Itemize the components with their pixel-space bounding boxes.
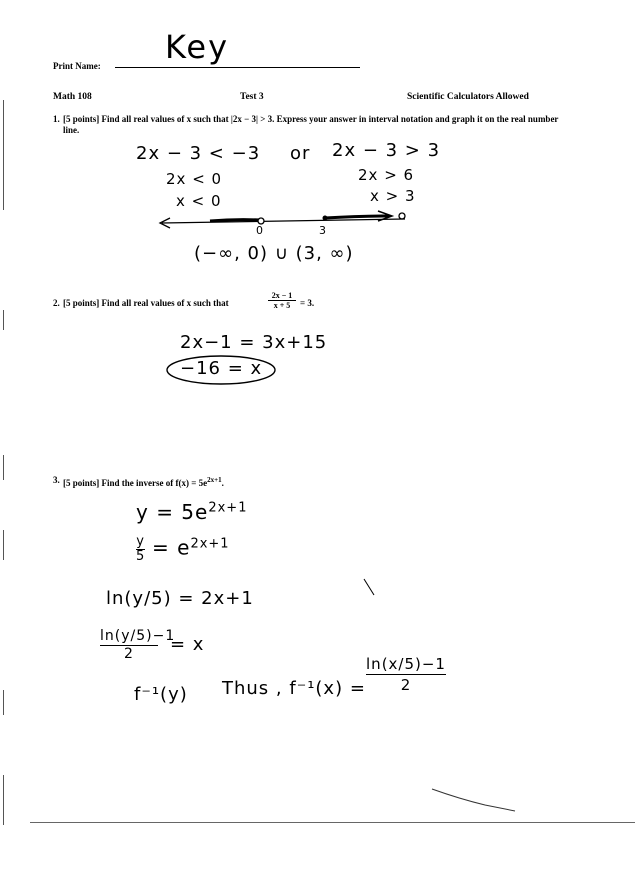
calculators-label: Scientific Calculators Allowed — [407, 92, 529, 102]
q3-step2-exp: 2x+1 — [190, 536, 230, 552]
q2-step1: 2x−1 = 3x+15 — [180, 332, 328, 353]
scan-stray-mark — [430, 785, 520, 815]
q3-step5-left: f⁻¹(y) — [134, 684, 188, 705]
scan-edge-mark — [3, 690, 4, 715]
q1-case-right-3: x > 3 — [370, 187, 416, 205]
q1-answer: (−∞, 0) ∪ (3, ∞) — [194, 243, 354, 264]
test-label: Test 3 — [240, 92, 264, 102]
q2-fraction — [268, 291, 296, 310]
q1-tick-3: 3 — [319, 224, 327, 237]
scan-edge-mark — [3, 310, 4, 330]
q3-prompt-text: [5 points] Find the inverse of f(x) = 5e — [63, 478, 208, 488]
q3-step4-fraction — [100, 628, 176, 663]
q3-step2-num: y — [136, 534, 145, 549]
q3-step4-den: 2 — [124, 646, 134, 662]
q1-number: 1. — [53, 114, 60, 124]
q1-case-left-1: 2x − 3 < −3 — [136, 143, 261, 164]
q3-step5-thus: Thus , f⁻¹(x) = — [222, 678, 366, 699]
scan-stray-mark — [360, 575, 380, 600]
q1-number-line — [150, 205, 420, 235]
q1-case-right-2: 2x > 6 — [358, 166, 415, 184]
q3-number: 3. — [53, 475, 60, 485]
q2-fraction-denominator: x + 5 — [273, 301, 291, 310]
q2-fraction-numerator: 2x − 1 — [268, 291, 296, 301]
q3-step2-fraction — [136, 535, 145, 564]
q3-step2-den: 5 — [136, 549, 146, 564]
q3-step2-rest: = e — [152, 535, 191, 560]
scan-edge-mark — [3, 775, 4, 825]
q2-answer: −16 = x — [180, 358, 263, 379]
q1-prompt: [5 points] Find all real values of x such that |2x − 3| > 3. Express your answer in interval notation and graph it on the real number line. — [63, 114, 559, 135]
scan-edge-mark — [3, 100, 4, 210]
q3-prompt — [63, 475, 224, 489]
q3-step5-den: 2 — [400, 676, 412, 694]
q3-prompt-end: . — [221, 478, 224, 488]
q3-step1-exp: 2x+1 — [208, 500, 248, 516]
q3-step4-rest: = x — [170, 634, 205, 655]
q1-case-left-3: x < 0 — [176, 192, 222, 210]
q3-step1 — [136, 500, 247, 524]
q1-tick-0: 0 — [256, 224, 264, 237]
q1-or: or — [290, 143, 311, 164]
q2-prompt-pre: [5 points] Find all real values of x such that — [63, 298, 229, 308]
scan-edge-mark — [3, 530, 4, 560]
print-name-label: Print Name: — [53, 61, 101, 71]
q3-step2 — [136, 535, 230, 564]
name-value: Key — [165, 28, 230, 66]
q3-prompt-exponent: 2x+1 — [207, 476, 222, 484]
q3-step5-fraction — [366, 654, 446, 695]
q2-number: 2. — [53, 298, 60, 308]
q3-step3: ln(y/5) = 2x+1 — [106, 588, 254, 609]
scan-bottom-line — [30, 822, 635, 823]
q3-step1-base: y = 5e — [136, 500, 209, 524]
course-label: Math 108 — [53, 92, 92, 102]
scan-edge-mark — [3, 455, 4, 480]
q1-case-left-2: 2x < 0 — [166, 170, 223, 188]
q3-step4-num: ln(y/5)−1 — [100, 628, 176, 644]
q1-case-right-1: 2x − 3 > 3 — [332, 140, 441, 161]
name-underline — [115, 67, 360, 68]
q2-prompt-post: = 3. — [300, 298, 315, 308]
q3-step5-num: ln(x/5)−1 — [366, 655, 446, 673]
